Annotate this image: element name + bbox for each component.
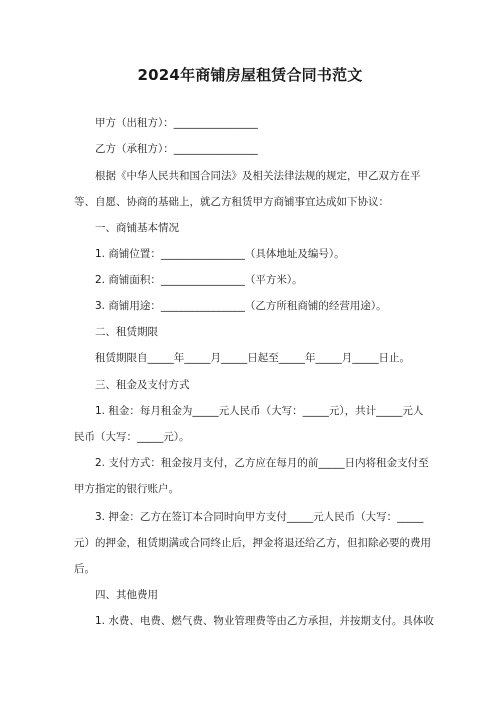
clause-line: 甲方指定的银行账户。 — [74, 483, 179, 495]
preamble-line: 等、自愿、协商的基础上，就乙方租赁甲方商铺事宜达成如下协议： — [74, 196, 389, 208]
party-a-line: 甲方（出租方）：________________ — [95, 117, 258, 129]
clause-line: 3. 商铺用途：________________（乙方所租商铺的经营用途）。 — [95, 300, 387, 312]
section-heading: 四、其他费用 — [95, 589, 158, 601]
clause-line: 租赁期限自_____年_____月_____日起至_____年_____月_____日止。 — [95, 352, 410, 364]
clause-line: 民币（大写：_____元）。 — [74, 431, 190, 443]
clause-line: 3. 押金：乙方在签订本合同时向甲方支付_____元人民币（大写：_____ — [95, 511, 424, 523]
clause-line: 2. 商铺面积：________________（平方米）。 — [95, 274, 303, 286]
section-heading: 二、租赁期限 — [95, 326, 158, 338]
document-title: 2024年商铺房屋租赁合同书范文 — [137, 66, 363, 84]
clause-line: 2. 支付方式：租金按月支付，乙方应在每月的前_____日内将租金支付至 — [95, 457, 429, 469]
clause-line: 后。 — [74, 563, 95, 575]
preamble-line: 根据《中华人民共和国合同法》及相关法律法规的规定，甲乙双方在平 — [95, 170, 421, 182]
section-heading: 一、商铺基本情况 — [95, 222, 179, 234]
party-b-line: 乙方（承租方）：________________ — [95, 143, 258, 155]
clause-line: 元）的押金，租赁期满或合同终止后，押金将退还给乙方，但扣除必要的费用 — [74, 537, 431, 549]
clause-line: 1. 租金：每月租金为_____元人民币（大写：_____元），共计_____元人 — [95, 405, 424, 417]
section-heading: 三、租金及支付方式 — [95, 379, 190, 391]
clause-line: 1. 水费、电费、燃气费、物业管理费等由乙方承担，并按期支付。具体收 — [95, 615, 434, 627]
clause-line: 1. 商铺位置：________________（具体地址及编号）。 — [95, 248, 345, 260]
